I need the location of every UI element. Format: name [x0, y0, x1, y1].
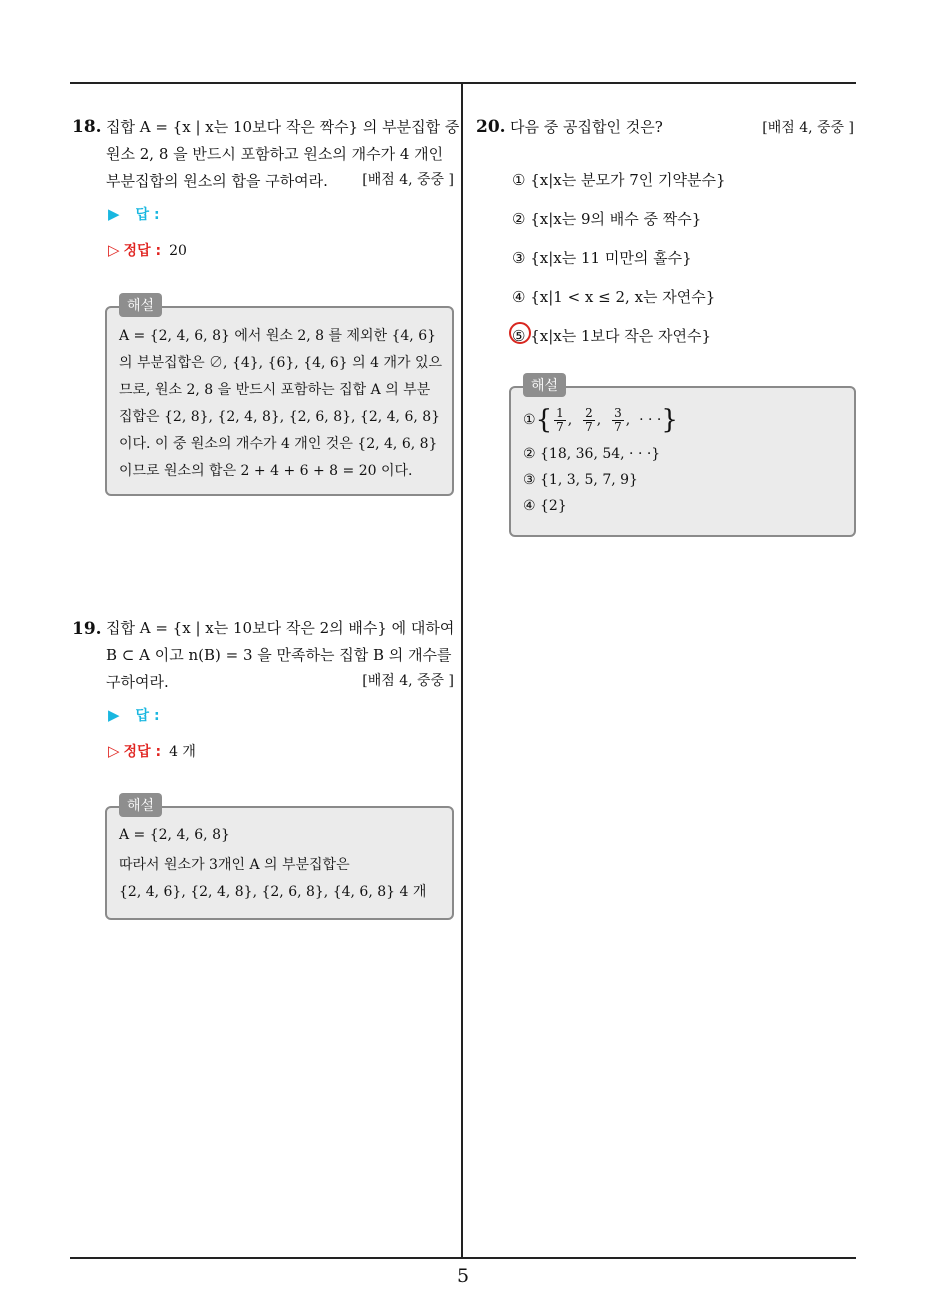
solution-box [105, 806, 454, 920]
selected-answer-circle-icon [509, 322, 531, 344]
correct-answer-row [108, 240, 187, 260]
solution-line: A = {2, 4, 6, 8} 에서 원소 2, 8 를 제외한 {4, 6} [119, 328, 437, 344]
solution-line: ③ {1, 3, 5, 7, 9} [523, 472, 638, 488]
fraction: $\frac{3}{7}$ [614, 405, 622, 434]
solution-line: 므로, 원소 2, 8 을 반드시 포함하는 집합 A 의 부분 [119, 382, 431, 398]
page-number: 5 [456, 1265, 470, 1287]
solution-tab: 해설 [119, 793, 162, 817]
question-line: 집합 A = {x | x는 10보다 작은 짝수} 의 부분집합 중 [106, 118, 460, 136]
answer-row [108, 204, 160, 224]
solution-tab: 해설 [119, 293, 162, 317]
question-number: 18. [72, 117, 102, 137]
answer-label: 답 : [135, 207, 160, 223]
solution-line: {2, 4, 6}, {2, 4, 8}, {2, 6, 8}, {4, 6, 8} 4 개 [119, 884, 427, 900]
question-line: B ⊂ A 이고 n(B) = 3 을 만족하는 집합 B 의 개수를 [106, 646, 452, 664]
solution-tab: 해설 [523, 373, 566, 397]
question-text: 다음 중 공집합인 것은? [510, 118, 663, 136]
bottom-rule [70, 1257, 856, 1259]
score-label: [배점 4, 중중 ] [362, 172, 454, 188]
solution-line: ② {18, 36, 54, · · ·} [523, 446, 661, 462]
solution-line: 의 부분집합은 ∅, {4}, {6}, {4, 6} 의 4 개가 있으 [119, 355, 443, 371]
solution-line: A = {2, 4, 6, 8} [119, 827, 230, 843]
question-line: 집합 A = {x | x는 10보다 작은 2의 배수} 에 대하여 [106, 619, 455, 637]
top-rule [70, 82, 856, 84]
correct-value: 20 [169, 243, 187, 259]
answer-label: 답 : [135, 708, 160, 724]
score-label: [배점 4, 중중 ] [362, 673, 454, 689]
play-triangle-icon: ▶ [108, 706, 120, 724]
right-brace-icon: } [661, 405, 678, 435]
solution-line: 이다. 이 중 원소의 개수가 4 개인 것은 {2, 4, 6, 8} [119, 436, 438, 452]
choice-4[interactable]: ④ {x|1 < x ≤ 2, x는 자연수} [512, 288, 716, 306]
fraction: $\frac{1}{7}$ [556, 405, 564, 434]
choice-3[interactable]: ③ {x|x는 11 미만의 홀수} [512, 249, 692, 267]
correct-label: 정답 : [123, 744, 162, 760]
question-line: 부분집합의 원소의 합을 구하여라. [106, 172, 328, 190]
outline-triangle-icon: ▷ [108, 742, 120, 760]
question-line: 원소 2, 8 을 반드시 포함하고 원소의 개수가 4 개인 [106, 145, 444, 163]
outline-triangle-icon: ▷ [108, 241, 120, 259]
fraction: $\frac{2}{7}$ [585, 405, 593, 434]
solution-line: 집합은 {2, 8}, {2, 4, 8}, {2, 6, 8}, {2, 4, 6, 8} [119, 409, 441, 425]
left-brace-icon: { [535, 405, 553, 435]
choice-5[interactable]: ⑤ {x|x는 1보다 작은 자연수} [512, 327, 712, 345]
solution-line-fractions: ①{ $\frac{1}{7}$ , $\frac{2}{7}$ , $\frac{3}{7}$ , · · ·} [523, 405, 678, 435]
column-divider [461, 83, 463, 1258]
correct-answer-row [108, 741, 196, 761]
correct-value: 4 개 [169, 744, 196, 760]
choice-2[interactable]: ② {x|x는 9의 배수 중 짝수} [512, 210, 702, 228]
solution-box [105, 306, 454, 496]
play-triangle-icon: ▶ [108, 205, 120, 223]
solution-box [509, 386, 856, 537]
score-label: [배점 4, 중중 ] [762, 120, 854, 136]
ellipsis: · · · [639, 412, 662, 428]
choice-number: ① [523, 412, 536, 428]
question-number: 20. [476, 117, 506, 137]
solution-line: ④ {2} [523, 498, 567, 514]
choice-1[interactable]: ① {x|x는 분모가 7인 기약분수} [512, 171, 726, 189]
correct-label: 정답 : [123, 243, 162, 259]
question-line: 구하여라. [106, 673, 169, 691]
question-number: 19. [72, 619, 102, 639]
solution-line: 따라서 원소가 3개인 A 의 부분집합은 [119, 857, 350, 873]
answer-row [108, 705, 160, 725]
solution-line: 이므로 원소의 합은 2 + 4 + 6 + 8 = 20 이다. [119, 463, 413, 479]
